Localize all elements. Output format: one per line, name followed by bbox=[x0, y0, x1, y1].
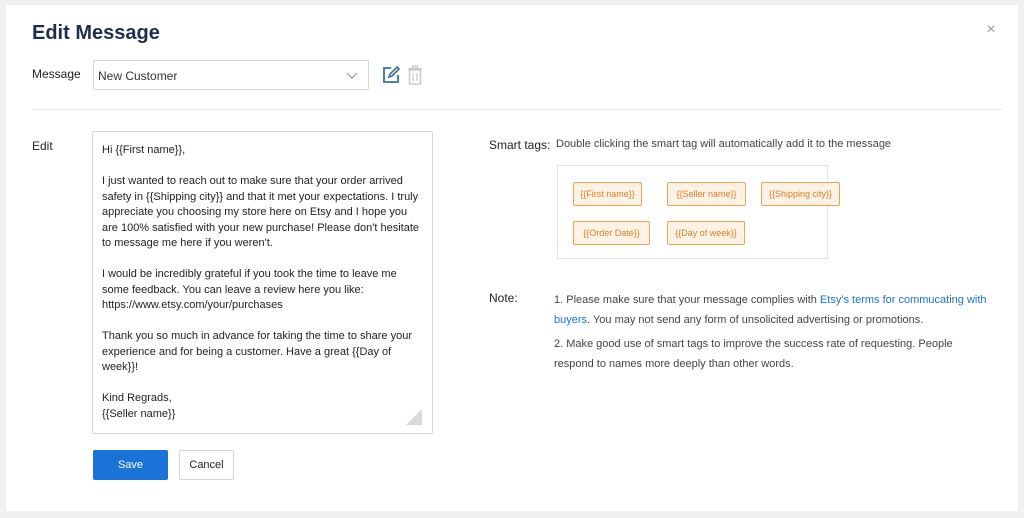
smart-tags-label: Smart tags: bbox=[489, 138, 551, 152]
smart-tags-box bbox=[557, 165, 833, 259]
note-item-1 bbox=[554, 290, 994, 330]
edit-icon[interactable] bbox=[381, 65, 401, 85]
save-button[interactable]: Save bbox=[93, 450, 168, 480]
message-body-textarea[interactable] bbox=[92, 131, 433, 434]
close-icon[interactable]: × bbox=[986, 21, 996, 38]
notes bbox=[554, 290, 994, 378]
chevron-down-icon bbox=[346, 70, 358, 80]
resize-handle[interactable] bbox=[406, 409, 422, 425]
message-label: Message bbox=[32, 67, 81, 81]
etsy-terms-link[interactable]: Etsy's terms for commucating with buyers bbox=[554, 294, 987, 326]
note-item-1-suffix: . You may not send any form of unsolicited advertising or promotions. bbox=[587, 314, 924, 326]
message-select-value: New Customer bbox=[98, 69, 178, 83]
smart-tag-day-of-week[interactable]: {{Day of week}} bbox=[667, 221, 745, 245]
smart-tag-shipping-city[interactable]: {{Shipping city}} bbox=[761, 182, 840, 206]
trash-icon[interactable] bbox=[406, 65, 424, 85]
smart-tag-seller-name[interactable]: {{Seller name}} bbox=[667, 182, 746, 206]
message-select[interactable] bbox=[93, 60, 369, 90]
dialog-title: Edit Message bbox=[32, 22, 160, 44]
note-item-1-prefix: 1. Please make sure that your message complies with bbox=[554, 294, 820, 306]
note-item-2: 2. Make good use of smart tags to improve the success rate of requesting. People respond to names more deeply than other words. bbox=[554, 338, 953, 370]
edit-message-dialog bbox=[6, 5, 1018, 511]
smart-tags-hint: Double clicking the smart tag will automatically add it to the message bbox=[556, 138, 892, 150]
edit-label: Edit bbox=[32, 139, 53, 153]
smart-tag-first-name[interactable]: {{First name}} bbox=[573, 182, 642, 206]
note-label: Note: bbox=[489, 291, 518, 305]
message-body-text: Hi {{First name}}, I just wanted to reach out to make sure that your order arrived safety in {{Shipping city}} and that it met your expectations. I truly appreciate you choosing my store here on Etsy and I hope you are 100% satisfied with your new purchase! Please don't hesitate to message me here if you weren't. I would be incredibly grateful if you took the time to leave me some feedback. You can leave a review here you like: https://www.etsy.com/your/purchases Thank you so much in advance for taking the time to share your experience and for being a customer. Have a great {{Day of week}}! Kind Regrads, {{Seller name}} bbox=[102, 144, 420, 420]
divider bbox=[32, 109, 1002, 110]
cancel-button[interactable]: Cancel bbox=[179, 450, 234, 480]
smart-tag-order-date[interactable]: {{Order Date}} bbox=[573, 221, 650, 245]
